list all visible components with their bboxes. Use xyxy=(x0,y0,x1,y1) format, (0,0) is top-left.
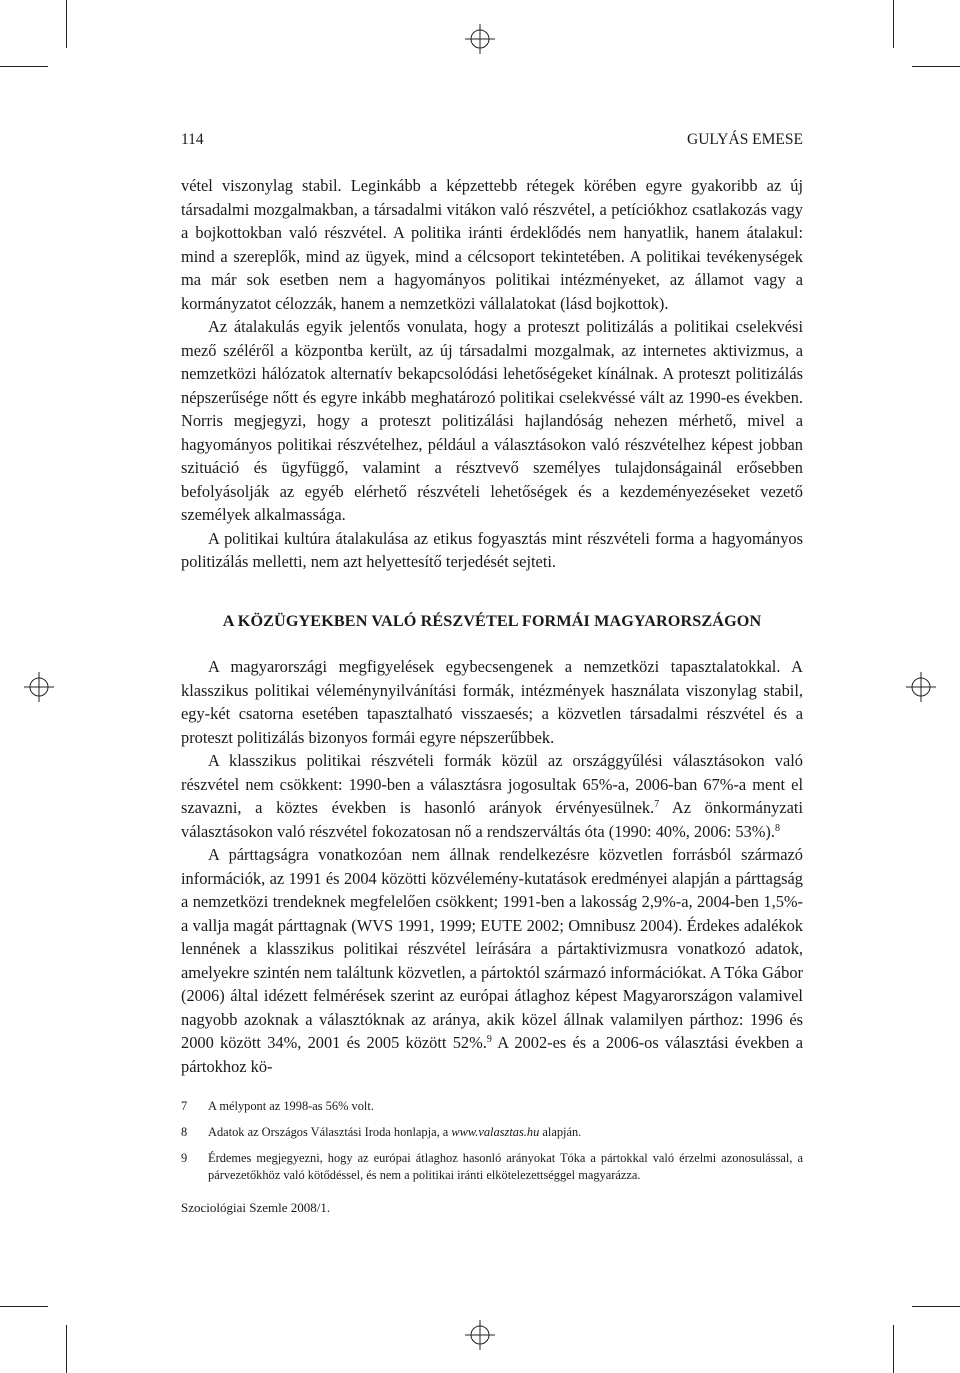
crop-mark-top-right-vertical xyxy=(893,0,894,48)
paragraph xyxy=(181,749,803,843)
registration-mark-bottom xyxy=(465,1320,495,1350)
footnote xyxy=(181,1150,803,1184)
paragraph: A magyarországi megfigyelések egybecsengenek a nemzetközi tapasztalatokkal. A klasszikus politikai véleménynyilvánítási formák, intézmények használata viszonylag stabil, egy-két csatorna esetében tapasztalható visszaesés; a közvetlen társadalmi részvétel és a proteszt politizálás bizonyos formái egyre népszerűbbek. xyxy=(181,657,803,747)
crop-mark-bottom-left-horizontal xyxy=(0,1306,48,1307)
footnote xyxy=(181,1098,803,1115)
section-heading: A KÖZÜGYEKBEN VALÓ RÉSZVÉTEL FORMÁI MAGYARORSZÁGON xyxy=(222,612,762,630)
footnote-ref-7[interactable]: 7 xyxy=(654,799,660,810)
footnote-text: alapján. xyxy=(539,1125,582,1139)
footnote xyxy=(181,1124,803,1141)
footnote-ref-9[interactable]: 9 xyxy=(486,1034,492,1045)
paragraph: A politikai kultúra átalakulása az etikus fogyasztás mint részvételi forma a hagyományos politizálás melletti, nem azt helyettesítő terjedését sejteti. xyxy=(181,528,803,571)
crop-mark-bottom-left-vertical xyxy=(66,1325,67,1373)
paragraph-text: A párttagságra vonatkozóan nem állnak rendelkezésre közvetlen forrásból származó információk, az 1991 és 2004 közötti közvélemény-kutatások eredményei alapján a párttagság a nemzetközi trendeknek megfelelően csökkent; 1991-ben a lakosság 2,9%-a, 2004-ben 1,5%-a vallja magát párttagnak (WVS 1991, 1999; EUTE 2002; Omnibusz 2004). Érdekes adalékok lennének a klasszikus politikai részvétel leírására a pártaktivizmusra vonatkozó adatok, amelyekre szintén nem találtunk közvetlen, a pártoktól származó információkat. A Tóka Gábor (2006) által idézett felmérések szerint az európai átlaghoz képest Magyarországon valamivel nagyobb azoknak a választóknak az aránya, akik közel állnak valamilyen párthoz: 1996 és 2000 között 34%, 2001 és 2005 között 52%. xyxy=(181,845,803,1052)
crop-mark-top-left-vertical xyxy=(66,0,67,48)
body-text-upper xyxy=(181,174,803,574)
footnote-ref-8[interactable]: 8 xyxy=(774,822,780,834)
footnote-link[interactable]: www.valasztas.hu xyxy=(451,1125,540,1139)
footnote-text: A mélypont az 1998-as 56% volt. xyxy=(208,1099,374,1113)
paragraph xyxy=(181,843,803,1078)
paragraph-text: A 2002-es és a 2006-os választási években a pártokhoz kö- xyxy=(181,1033,803,1076)
registration-mark-top xyxy=(465,24,495,54)
paragraph-text: A klasszikus politikai részvételi formák közül az országgyűlési választásokon való részvétel nem csökkent: 1990-ben a választásra jogosultak 65%-a, 2006-ban 67%-a ment el szavazni, a köztes években is hasonló arányok érvényesülnek. xyxy=(181,751,803,817)
running-head-author: GULYÁS EMESE xyxy=(687,131,803,148)
footnote-number: 7 xyxy=(181,1099,188,1113)
crop-mark-bottom-right-horizontal xyxy=(912,1306,960,1307)
paragraph: Az átalakulás egyik jelentős vonulata, hogy a proteszt politizálás a politikai cselekvési mező széléről a központba került, az új társadalmi mozgalmak, az internetes aktivizmus, a nemzetközi hálózatok alternatív bekapcsolódási lehetőségeket kínálnak. A proteszt politizálás népszerűsége nőtt és egyre inkább meghatározó politikai cselekvéssé vált az 1990-es években. Norris megjegyzi, hogy a proteszt politizálási hajlandóság nehezen mérhető, mivel a hagyományos politikai részvételhez, például a választásokon való részvételhez képest jobban szituáció és ügyfüggő, valamint a résztvevő személyes tulajdonságainál erősebben befolyásolják az egyéb elérhető részvételi lehetőségek és a kezdeményezéseket vezető személyek alkalmassága. xyxy=(181,317,803,524)
journal-footer: Szociológiai Szemle 2008/1. xyxy=(181,1200,331,1215)
crop-mark-top-left-horizontal xyxy=(0,66,48,67)
registration-mark-left xyxy=(24,672,54,702)
running-head xyxy=(181,131,803,151)
footnote-text: Adatok az Országos Választási Iroda honlapja, a xyxy=(208,1125,452,1139)
footnote-text: Érdemes megjegyezni, hogy az európai átlaghoz hasonló arányokat Tóka a pártokkal való érzelmi azonosulással, a párvezetőkhöz való kötődéssel, és nem a politikai iránti elkötelezettséggel magyarázza. xyxy=(208,1151,803,1182)
footnote-number: 9 xyxy=(181,1151,188,1165)
registration-mark-right xyxy=(906,672,936,702)
body-text-lower xyxy=(181,655,803,1078)
crop-mark-top-right-horizontal xyxy=(912,66,960,67)
paragraph: vétel viszonylag stabil. Leginkább a képzettebb rétegek körében egyre gyakoribb az új társadalmi mozgalmakban, a társadalmi vitákon való részvétel, a petíciókhoz csatlakozás vagy a bojkottokban való részvétel. A politika iránti érdeklődés nem hanyatlik, hanem átalakul: mind a szereplők, mind az ügyek, mind a célcsoport tekintetében. A politikai tevékenységek ma már sok esetben nem a hagyományos politikai intézményeket, az államot vagy a kormányzatot célozzák, hanem a nemzetközi vállalatokat (lásd bojkottok). xyxy=(181,176,803,313)
footnote-number: 8 xyxy=(181,1125,188,1139)
footnotes xyxy=(181,1098,803,1193)
paragraph-text: Az önkormányzati választásokon való részvétel fokozatosan nő a rendszerváltás óta (1990: 40%, 2006: 53%). xyxy=(181,798,803,841)
crop-mark-bottom-right-vertical xyxy=(893,1325,894,1373)
page-number: 114 xyxy=(181,131,204,148)
